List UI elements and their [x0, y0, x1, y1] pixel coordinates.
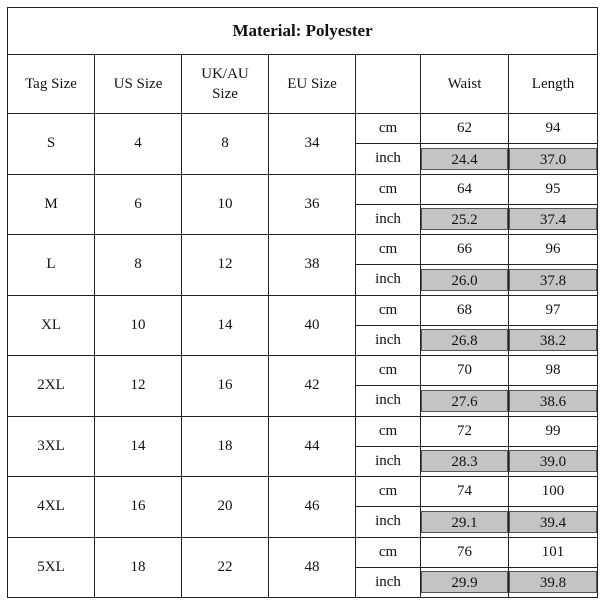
length-inch-value: 38.6 [509, 390, 597, 412]
table-row [8, 356, 598, 386]
us-size-cell: 8 [95, 235, 182, 296]
length-cm-cell: 98 [509, 356, 598, 386]
waist-inch-value: 29.1 [421, 511, 508, 533]
eu-size-cell: 48 [269, 537, 356, 598]
waist-inch-cell [421, 265, 509, 295]
table-row [8, 235, 598, 265]
waist-inch-cell [421, 144, 509, 174]
header-eu-size: EU Size [269, 55, 356, 114]
unit-inch-cell: inch [356, 507, 421, 537]
unit-cm-cell: cm [356, 356, 421, 386]
length-inch-cell [509, 386, 598, 416]
waist-inch-value: 24.4 [421, 148, 508, 170]
length-cm-cell: 94 [509, 114, 598, 144]
size-table [7, 7, 598, 598]
ukau-size-cell: 8 [182, 114, 269, 175]
ukau-size-cell: 16 [182, 356, 269, 417]
header-us-size: US Size [95, 55, 182, 114]
ukau-size-cell: 12 [182, 235, 269, 296]
length-inch-cell [509, 265, 598, 295]
header-ukau-size [182, 55, 269, 114]
waist-inch-value: 26.8 [421, 329, 508, 351]
waist-inch-value: 28.3 [421, 450, 508, 472]
unit-cm-cell: cm [356, 477, 421, 507]
eu-size-cell: 34 [269, 114, 356, 175]
table-row [8, 537, 598, 567]
us-size-cell: 10 [95, 295, 182, 356]
waist-inch-cell [421, 204, 509, 234]
table-row [8, 477, 598, 507]
length-inch-value: 39.8 [509, 571, 597, 593]
table-row [8, 416, 598, 446]
length-inch-value: 38.2 [509, 329, 597, 351]
waist-cm-cell: 68 [421, 295, 509, 325]
us-size-cell: 18 [95, 537, 182, 598]
ukau-size-cell: 10 [182, 174, 269, 235]
waist-cm-cell: 70 [421, 356, 509, 386]
length-inch-value: 37.0 [509, 148, 597, 170]
unit-inch-cell: inch [356, 386, 421, 416]
waist-inch-cell [421, 386, 509, 416]
unit-inch-cell: inch [356, 567, 421, 597]
length-inch-value: 39.0 [509, 450, 597, 472]
size-chart [7, 7, 597, 598]
length-inch-cell [509, 204, 598, 234]
table-title: Material: Polyester [8, 8, 598, 55]
waist-inch-value: 26.0 [421, 269, 508, 291]
length-cm-cell: 99 [509, 416, 598, 446]
header-length: Length [509, 55, 598, 114]
header-ukau-line1: UK/AU [201, 65, 249, 82]
eu-size-cell: 46 [269, 477, 356, 538]
tag-size-cell: L [8, 235, 95, 296]
length-inch-cell [509, 144, 598, 174]
waist-cm-cell: 72 [421, 416, 509, 446]
header-tag-size: Tag Size [8, 55, 95, 114]
tag-size-cell: 3XL [8, 416, 95, 477]
length-inch-cell [509, 507, 598, 537]
unit-cm-cell: cm [356, 174, 421, 204]
length-inch-value: 39.4 [509, 511, 597, 533]
waist-cm-cell: 76 [421, 537, 509, 567]
length-inch-cell [509, 446, 598, 476]
waist-cm-cell: 64 [421, 174, 509, 204]
eu-size-cell: 38 [269, 235, 356, 296]
length-inch-value: 37.4 [509, 208, 597, 230]
header-ukau-line2: Size [212, 86, 238, 102]
waist-cm-cell: 74 [421, 477, 509, 507]
length-cm-cell: 95 [509, 174, 598, 204]
ukau-size-cell: 22 [182, 537, 269, 598]
waist-cm-cell: 66 [421, 235, 509, 265]
unit-inch-cell: inch [356, 265, 421, 295]
unit-inch-cell: inch [356, 144, 421, 174]
ukau-size-cell: 14 [182, 295, 269, 356]
tag-size-cell: XL [8, 295, 95, 356]
table-row [8, 174, 598, 204]
unit-cm-cell: cm [356, 235, 421, 265]
eu-size-cell: 36 [269, 174, 356, 235]
unit-inch-cell: inch [356, 446, 421, 476]
waist-inch-value: 27.6 [421, 390, 508, 412]
table-row [8, 114, 598, 144]
length-cm-cell: 96 [509, 235, 598, 265]
us-size-cell: 4 [95, 114, 182, 175]
tag-size-cell: S [8, 114, 95, 175]
unit-cm-cell: cm [356, 416, 421, 446]
header-waist: Waist [421, 55, 509, 114]
length-inch-cell [509, 567, 598, 597]
tag-size-cell: 4XL [8, 477, 95, 538]
waist-inch-cell [421, 507, 509, 537]
unit-cm-cell: cm [356, 295, 421, 325]
length-cm-cell: 100 [509, 477, 598, 507]
eu-size-cell: 42 [269, 356, 356, 417]
unit-cm-cell: cm [356, 537, 421, 567]
ukau-size-cell: 18 [182, 416, 269, 477]
waist-inch-cell [421, 446, 509, 476]
length-inch-value: 37.8 [509, 269, 597, 291]
unit-inch-cell: inch [356, 325, 421, 355]
eu-size-cell: 44 [269, 416, 356, 477]
length-cm-cell: 101 [509, 537, 598, 567]
tag-size-cell: 2XL [8, 356, 95, 417]
tag-size-cell: M [8, 174, 95, 235]
us-size-cell: 16 [95, 477, 182, 538]
waist-inch-value: 29.9 [421, 571, 508, 593]
us-size-cell: 14 [95, 416, 182, 477]
waist-inch-cell [421, 567, 509, 597]
eu-size-cell: 40 [269, 295, 356, 356]
ukau-size-cell: 20 [182, 477, 269, 538]
table-body [8, 114, 598, 598]
header-row [8, 55, 598, 114]
waist-cm-cell: 62 [421, 114, 509, 144]
length-inch-cell [509, 325, 598, 355]
tag-size-cell: 5XL [8, 537, 95, 598]
waist-inch-value: 25.2 [421, 208, 508, 230]
length-cm-cell: 97 [509, 295, 598, 325]
unit-inch-cell: inch [356, 204, 421, 234]
waist-inch-cell [421, 325, 509, 355]
us-size-cell: 6 [95, 174, 182, 235]
table-row [8, 295, 598, 325]
header-unit-blank [356, 55, 421, 114]
us-size-cell: 12 [95, 356, 182, 417]
unit-cm-cell: cm [356, 114, 421, 144]
